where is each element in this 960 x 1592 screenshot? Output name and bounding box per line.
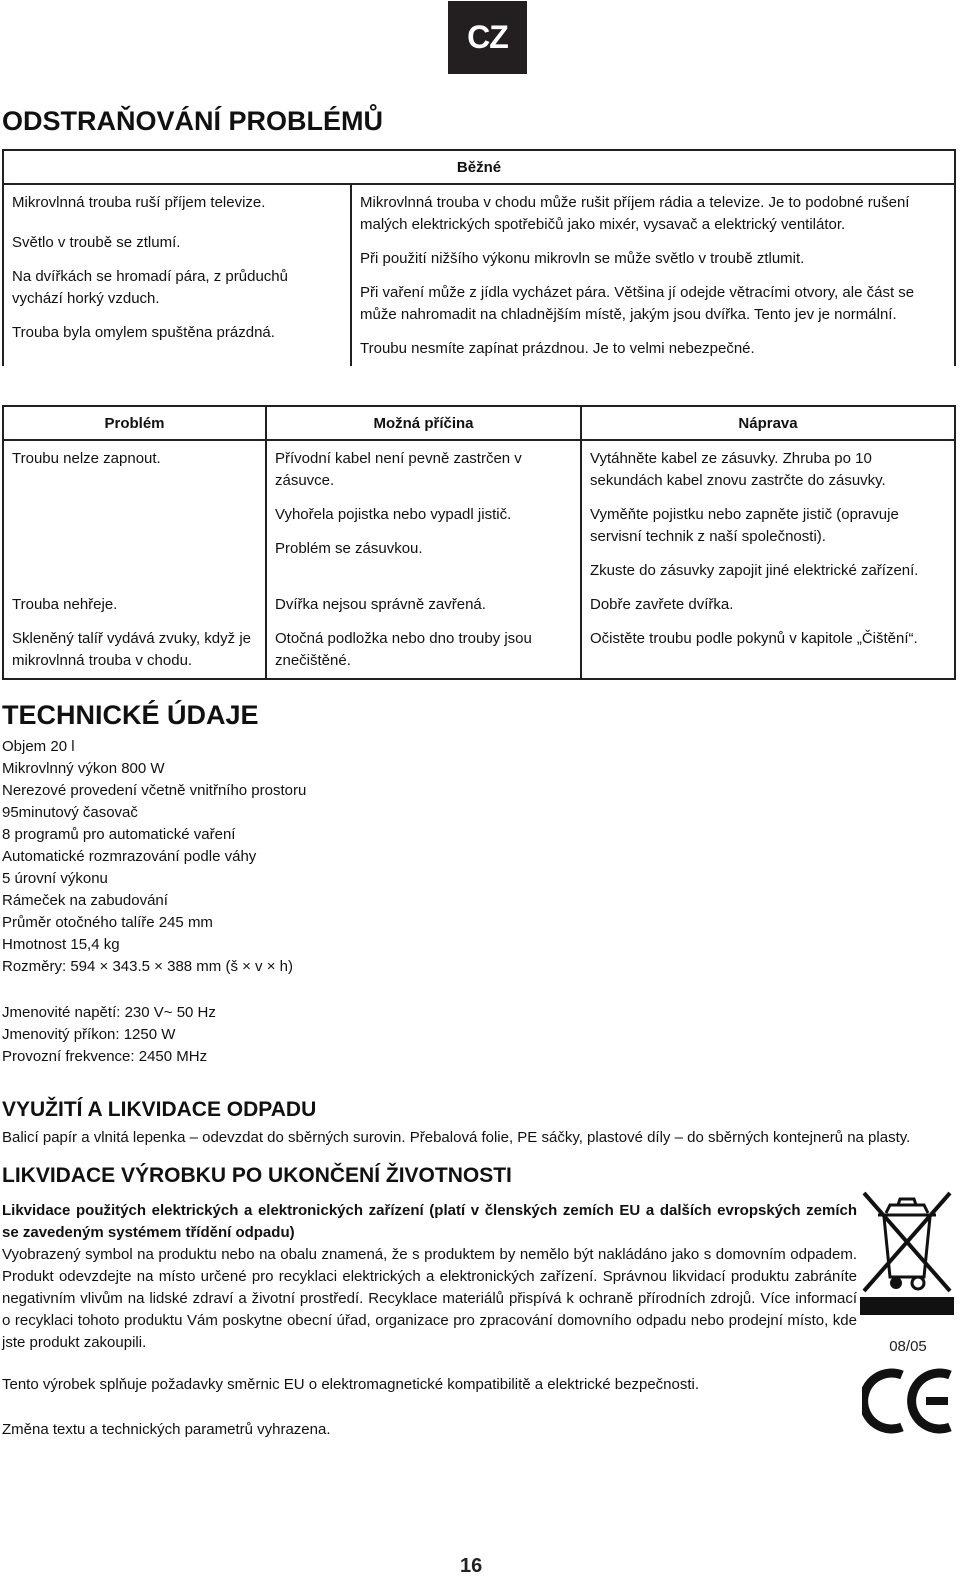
remedy-item: Vyměňte pojistku nebo zapněte jistič (opravuje servisní technik z naší společnosti).	[590, 506, 899, 545]
spec-item: Jmenovitý příkon: 1250 W	[2, 1026, 176, 1043]
cause-item: Vyhořela pojistka nebo vypadl jistič.	[275, 506, 512, 523]
remedy-cell: Očistěte troubu podle pokynů v kapitole „Čištění“.	[581, 628, 955, 679]
cause-cell	[266, 594, 581, 628]
problem-text: Trouba nehřeje.	[12, 596, 118, 613]
waste-text: Balicí papír a vlnitá lepenka – odevzdat do sběrných surovin. Přebalová folie, PE sáčky, plastové díly – do sběrných kontejnerů na plasty.	[2, 1129, 911, 1146]
remedy-cell	[581, 440, 955, 594]
technical-title: TECHNICKÉ ÚDAJE	[2, 700, 259, 730]
spec-item: Hmotnost 15,4 kg	[2, 936, 120, 953]
common-header: Běžné	[3, 150, 955, 184]
cause-cell	[266, 440, 581, 594]
cause-cell: Otočná podložka nebo dno trouby jsou znečištěné.	[266, 628, 581, 679]
spec-item: Nerezové provedení včetně vnitřního prostoru	[2, 782, 307, 799]
spec-item: Objem 20 l	[2, 738, 75, 755]
common-problem: Na dvířkách se hromadí pára, z průduchů vychází horký vzduch.	[12, 268, 288, 307]
common-info: Troubu nesmíte zapínat prázdnou. Je to velmi nebezpečné.	[360, 340, 755, 357]
remedy-cell	[581, 594, 955, 628]
crossed-out-wheelie-bin-icon	[858, 1183, 956, 1317]
change-reserved-text: Změna textu a technických parametrů vyhrazena.	[2, 1421, 331, 1438]
end-of-life-title: LIKVIDACE VÝROBKU PO UKONČENÍ ŽIVOTNOSTI	[2, 1164, 512, 1187]
problem-cause-remedy-table	[2, 405, 956, 680]
common-info-cell	[351, 184, 955, 366]
cause-item: Problém se zásuvkou.	[275, 540, 423, 557]
common-problem-cell	[3, 184, 351, 366]
problem-cell	[3, 594, 266, 628]
end-of-life-bold-text: Likvidace použitých elektrických a elektronických zařízení (platí v členských zemích EU a dalších evropských zemích se zavedeným systémem třídění odpadu)	[2, 1202, 857, 1241]
remedy-item: Dobře zavřete dvířka.	[590, 596, 734, 613]
column-header-cause: Možná příčina	[266, 406, 581, 440]
spec-item: Mikrovlnný výkon 800 W	[2, 760, 165, 777]
table-row	[3, 440, 955, 594]
end-of-life-text: Vyobrazený symbol na produktu nebo na obalu znamená, že s produktem by nemělo být nakládáno jako s domovním odpadem. Produkt odevzdejte na místo určené pro recyklaci elektrických a elektronických zařízení. Správnou likvidací produktu zabráníte negativním vlivům na lidské zdraví a životní prostředí. Recyklace materiálů přispívá k ochraně přírodních zdrojů. Více informací o recyklaci tohoto produktu Vám poskytne obecní úřad, organizace pro zpracování domovního odpadu nebo prodejní místo, kde jste produkt zakoupili.	[2, 1246, 857, 1351]
spec-item: Průměr otočného talíře 245 mm	[2, 914, 213, 931]
spec-item: Jmenovité napětí: 230 V~ 50 Hz	[2, 1004, 216, 1021]
problem-cell: Skleněný talíř vydává zvuky, když je mikrovlnná trouba v chodu.	[3, 628, 266, 679]
spec-item: 95minutový časovač	[2, 804, 138, 821]
cause-item: Dvířka nejsou správně zavřená.	[275, 596, 486, 613]
end-of-life-body	[2, 1200, 857, 1354]
spec-item: 5 úrovní výkonu	[2, 870, 108, 887]
troubleshooting-title: ODSTRAŇOVÁNÍ PROBLÉMŮ	[2, 106, 384, 136]
spec-item: Automatické rozmrazování podle váhy	[2, 848, 257, 865]
table-row	[3, 594, 955, 628]
electrical-spec-list	[2, 1002, 216, 1068]
remedy-item: Zkuste do zásuvky zapojit jiné elektrické zařízení.	[590, 562, 919, 579]
common-info: Při vaření může z jídla vycházet pára. Většina jí odejde větracími otvory, ale část se může nahromadit na chladnějším místě, jakým jsou dvířka. Tento jev je normální.	[360, 284, 915, 323]
problem-cell: Troubu nelze zapnout.	[3, 440, 266, 594]
spec-list	[2, 736, 306, 978]
spec-item: Rozměry: 594 × 343.5 × 388 mm (š × v × h)	[2, 958, 293, 975]
column-header-problem: Problém	[3, 406, 266, 440]
common-info: Mikrovlnná trouba v chodu může rušit příjem rádia a televize. Je to podobné rušení malých elektrických spotřebičů jako mixér, vysavač a elektrický ventilátor.	[360, 194, 910, 233]
table-row	[3, 628, 955, 679]
spec-item: 8 programů pro automatické vaření	[2, 826, 236, 843]
ce-mark-icon	[862, 1367, 956, 1435]
common-problem: Trouba byla omylem spuštěna prázdná.	[12, 324, 275, 341]
language-badge: CZ	[448, 1, 527, 74]
common-issues-table	[2, 149, 956, 366]
date-code: 08/05	[889, 1338, 927, 1355]
waste-title: VYUŽITÍ A LIKVIDACE ODPADU	[2, 1098, 317, 1121]
common-info: Při použití nižšího výkonu mikrovln se může světlo v troubě ztlumit.	[360, 250, 805, 267]
column-header-remedy: Náprava	[581, 406, 955, 440]
spec-item: Provozní frekvence: 2450 MHz	[2, 1048, 208, 1065]
cause-item: Přívodní kabel není pevně zastrčen v zásuvce.	[275, 450, 522, 489]
common-problem: Mikrovlnná trouba ruší příjem televize.	[12, 194, 266, 211]
emc-compliance-text: Tento výrobek splňuje požadavky směrnic EU o elektromagnetické kompatibilitě a elektrické bezpečnosti.	[2, 1376, 700, 1393]
page-number: 16	[460, 1555, 483, 1577]
common-problem: Světlo v troubě se ztlumí.	[12, 234, 181, 251]
spec-item: Rámeček na zabudování	[2, 892, 168, 909]
remedy-item: Vytáhněte kabel ze zásuvky. Zhruba po 10 sekundách kabel znovu zastrčte do zásuvky.	[590, 450, 886, 489]
